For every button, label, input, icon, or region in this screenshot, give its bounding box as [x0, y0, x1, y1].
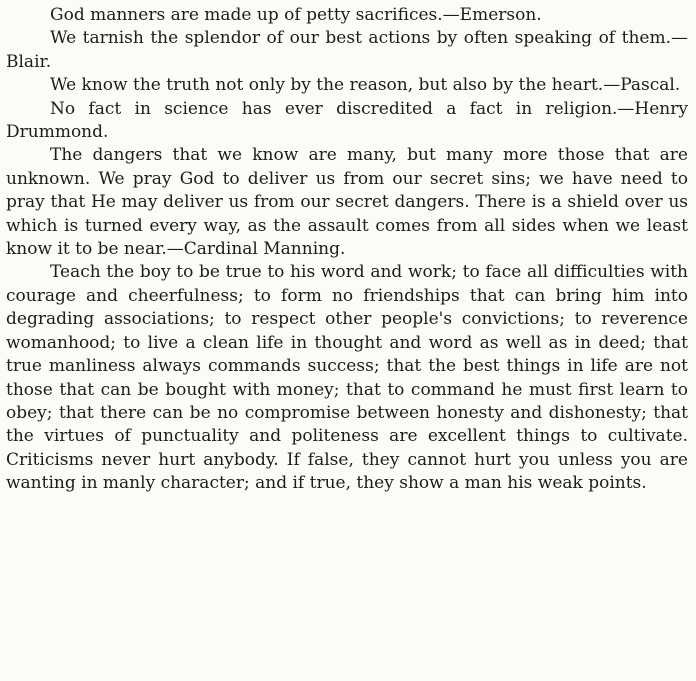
paragraph-pascal: We know the truth not only by the reason, but also by the heart.—Pascal.	[50, 75, 681, 96]
paragraph-blair: We tarnish the splendor of our best actions by often speaking of them.—Blair.	[6, 28, 688, 72]
document-page	[6, 4, 688, 496]
paragraph-drummond: No fact in science has ever discredited a fact in religion.—Henry Drummond.	[6, 98, 688, 143]
paragraph-teach-the-boy: Teach the boy to be true to his word and work; to face all difficulties with courage and cheerfulness; to form no friendships that can bring him into degrading associations; to respect other people's convictions; to reverence womanhood; to live a clean life in thought and word as well as in deed; that true manliness always commands success; that the best things in life are not those that can be bought with money; that to command he must first learn to obey; that there can be no compromise between honesty and dishonesty; that the virtues of punctuality and politeness are excellent things to cultivate. Criticisms never hurt anybody. If false, they cannot hurt you unless you are wanting in manly character; and if true, they show a man his weak points.	[6, 262, 688, 494]
paragraph-manning: The dangers that we know are many, but many more those that are unknown. We pray God to deliver us from our secret sins; we have need to pray that He may deliver us from our secret dangers. There is a shield over us which is turned every way, as the assault comes from all sides when we least know it to be near.—Cardinal Manning.	[6, 145, 688, 260]
paragraph-emerson: God manners are made up of petty sacrifices.—Emerson.	[50, 5, 542, 25]
